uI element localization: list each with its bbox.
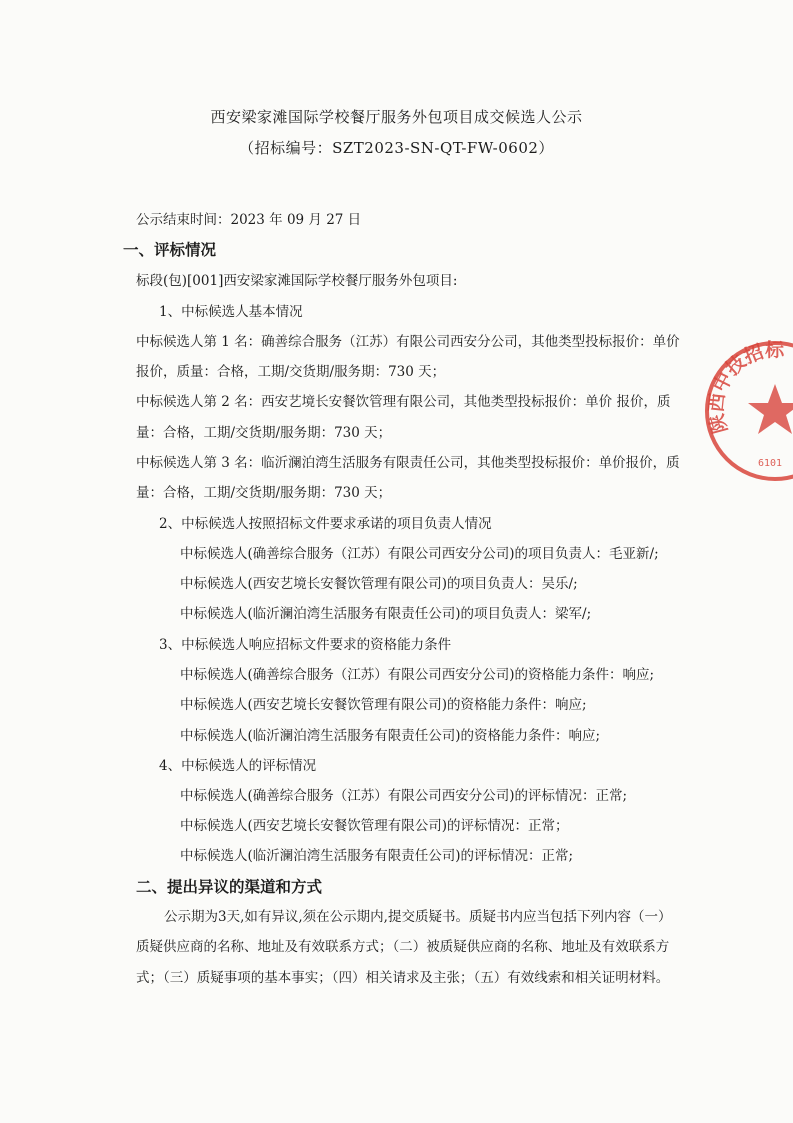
- seal-text: 陕西中技招标: [705, 339, 785, 436]
- candidate-line: 中标候选人第 3 名：临沂澜泊湾生活服务有限责任公司，其他类型投标报价：单价报价，质: [136, 455, 680, 471]
- candidate-line: 量：合格，工期/交货期/服务期：730 天；: [136, 425, 392, 441]
- document-title: 西安梁家滩国际学校餐厅服务外包项目成交候选人公示: [210, 108, 583, 126]
- objection-line: 公示期为3天,如有异议,须在公示期内,提交质疑书。质疑书内应当包括下列内容（一）: [164, 909, 672, 925]
- lot-line: 标段(包)[001]西安梁家滩国际学校餐厅服务外包项目:: [136, 273, 458, 289]
- manager-line: 中标候选人(临沂澜泊湾生活服务有限责任公司)的项目负责人：梁军/;: [180, 606, 592, 622]
- evaluation-line: 中标候选人(临沂澜泊湾生活服务有限责任公司)的评标情况：正常;: [180, 848, 574, 864]
- seal-digits: 6101: [758, 458, 783, 469]
- candidate-line: 中标候选人第 2 名：西安艺境长安餐饮管理有限公司，其他类型投标报价：单价 报价，质: [136, 394, 671, 410]
- qualification-line: 中标候选人(确善综合服务（江苏）有限公司西安分公司)的资格能力条件：响应;: [180, 667, 655, 683]
- sub1-heading: 1、中标候选人基本情况: [159, 304, 303, 320]
- objection-line: 式；（三）质疑事项的基本事实；（四）相关请求及主张；（五）有效线索和相关证明材料。: [136, 970, 670, 986]
- qualification-line: 中标候选人(西安艺境长安餐饮管理有限公司)的资格能力条件：响应;: [180, 697, 587, 713]
- bid-number: （招标编号：SZT2023-SN-QT-FW-0602）: [239, 139, 554, 157]
- official-seal-icon: [700, 336, 793, 486]
- manager-line: 中标候选人(确善综合服务（江苏）有限公司西安分公司)的项目负责人：毛亚新/;: [180, 546, 659, 562]
- section1-heading: 一、评标情况: [123, 241, 217, 259]
- end-time: 公示结束时间：2023 年 09 月 27 日: [136, 212, 362, 228]
- candidate-line: 中标候选人第 1 名：确善综合服务（江苏）有限公司西安分公司，其他类型投标报价：单价: [136, 334, 680, 350]
- section2-heading: 二、提出异议的渠道和方式: [136, 878, 323, 896]
- manager-line: 中标候选人(西安艺境长安餐饮管理有限公司)的项目负责人：吴乐/;: [180, 576, 578, 592]
- qualification-line: 中标候选人(临沂澜泊湾生活服务有限责任公司)的资格能力条件：响应;: [180, 728, 601, 744]
- candidate-line: 报价，质量：合格，工期/交货期/服务期：730 天；: [136, 364, 446, 380]
- sub4-heading: 4、中标候选人的评标情况: [159, 758, 317, 774]
- evaluation-line: 中标候选人(确善综合服务（江苏）有限公司西安分公司)的评标情况：正常;: [180, 788, 628, 804]
- candidate-line: 量：合格，工期/交货期/服务期：730 天；: [136, 485, 392, 501]
- evaluation-line: 中标候选人(西安艺境长安餐饮管理有限公司)的评标情况：正常；: [180, 818, 569, 834]
- sub3-heading: 3、中标候选人响应招标文件要求的资格能力条件: [159, 637, 452, 653]
- objection-line: 质疑供应商的名称、地址及有效联系方式；（二）被质疑供应商的名称、地址及有效联系方: [136, 939, 670, 955]
- sub2-heading: 2、中标候选人按照招标文件要求承诺的项目负责人情况: [159, 516, 492, 532]
